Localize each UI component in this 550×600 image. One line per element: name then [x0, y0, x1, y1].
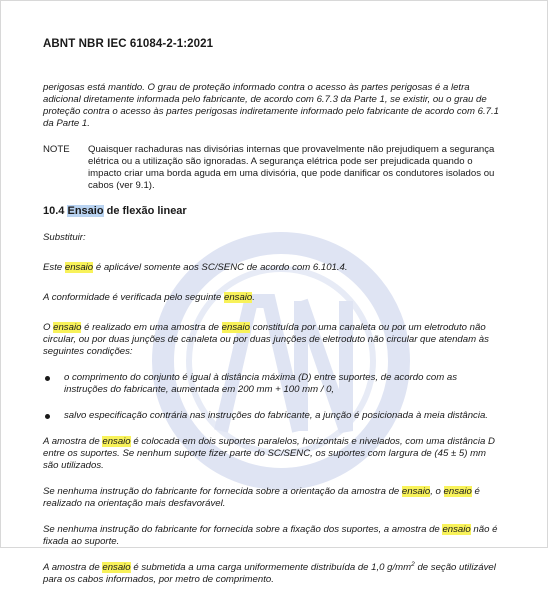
substituir-label: Substituir: — [43, 232, 86, 243]
highlight-term[interactable]: ensaio — [102, 562, 131, 573]
paragraph-conformity: A conformidade é verificada pelo seguinte ensaio. — [43, 292, 255, 303]
highlight-term[interactable]: ensaio — [401, 486, 431, 497]
highlight-term[interactable]: ensaio — [221, 322, 250, 333]
paragraph-scope: Este ensaio é aplicável somente aos SC/SENC de acordo com 6.101.4. — [43, 262, 348, 273]
note-text: Quaisquer rachaduras nas divisórias internas que provavelmente não prejudiquem a segurança elétrica ou a utilização são ignoradas. A segurança elétrica pode ser prejudicada quando o impacto criar uma borda aguda em uma divisória, que pode danificar os condutores isolados ou cabos (ver 9.1). — [88, 144, 495, 191]
highlight-term[interactable]: ensaio — [53, 322, 82, 333]
paragraph-orientation: Se nenhuma instrução do fabricante for fornecida sobre a orientação da amostra de ensaio, o ensaio é realizado na orientação mais desfavorável. — [43, 486, 480, 509]
note-block — [43, 144, 501, 192]
section-heading — [43, 205, 501, 217]
paragraph-protection: perigosas está mantido. O grau de proteção informado contra o acesso às partes perigosas é a letra adicional diretamente informada pelo fabricante, de acordo com 6.7.3 da Parte 1, se existir, ou o grau de proteção contra o acesso às partes perigosas indiretamente informado pelo fabricante de acordo com 6.7.1 da Parte 1. — [43, 82, 499, 129]
highlight-term[interactable]: ensaio — [102, 436, 131, 447]
list-item: salvo especificação contrária nas instruções do fabricante, a junção é posicionada à meia distância. — [43, 410, 501, 422]
highlight-term[interactable]: ensaio — [442, 524, 471, 535]
paragraph-load: A amostra de ensaio é submetida a uma carga uniformemente distribuída de 1,0 $g/mm^2$ de seção utilizável para os cabos informados, por metro de comprimento. — [43, 560, 496, 585]
paragraph-sample: O ensaio é realizado em uma amostra de ensaio constituída por uma canaleta ou por um eletroduto não circular, ou por duas junções de canaleta ou por duas junções de eletroduto não circular que atendam às seguintes condições: — [43, 322, 489, 357]
paragraph-supports: A amostra de ensaio é colocada em dois suportes paralelos, horizontais e nivelados, com uma distância D entre os suportes. Se nenhum suporte fizer parte do SC/SENC, os suportes com largura de (45 ± 5) mm são utilizados. — [43, 436, 495, 471]
section-title: de flexão linear — [103, 205, 187, 217]
document-body — [43, 82, 501, 600]
highlight-term[interactable]: ensaio — [223, 292, 253, 303]
document-header: ABNT NBR IEC 61084-2-1:2021 — [43, 38, 214, 50]
highlight-term[interactable]: ensaio — [443, 486, 472, 497]
section-number: 10.4 — [43, 205, 65, 217]
selected-term[interactable]: Ensaio — [67, 205, 104, 217]
paragraph-fixation: Se nenhuma instrução do fabricante for fornecida sobre a fixação dos suportes, a amostra de ensaio não é fixada ao suporte. — [43, 524, 498, 547]
note-label: NOTE — [43, 144, 70, 155]
superscript: 2 — [411, 560, 415, 568]
conditions-list — [43, 372, 501, 422]
list-item: o comprimento do conjunto é igual à distância máxima (D) entre suportes, de acordo com as instruções do fabricante, aumentada em 200 mm + 100 mm / 0, — [43, 372, 501, 396]
highlight-term[interactable]: ensaio — [64, 262, 94, 273]
